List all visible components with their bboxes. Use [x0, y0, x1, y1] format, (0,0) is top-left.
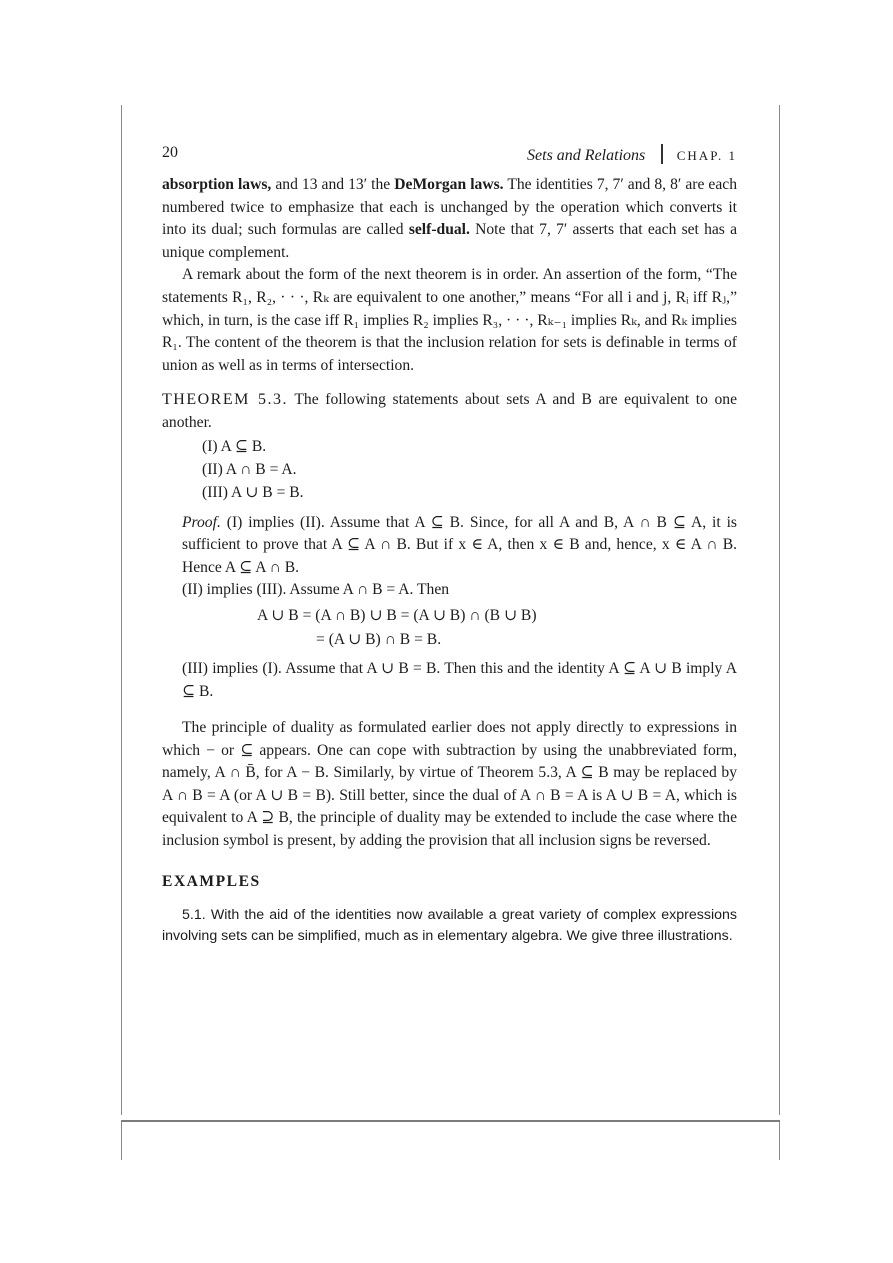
- page-border-left-lower: [121, 1122, 122, 1160]
- term-absorption-laws: absorption laws,: [162, 176, 272, 193]
- example-5-1: 5.1. With the aid of the identities now available a great variety of complex expressions involving sets can be simplified, much as in elementary algebra. We give three illustrations.: [162, 906, 737, 945]
- paragraph-text: Note that 7, 7′ asserts that each set has a unique complement.: [162, 221, 737, 261]
- theorem-label: THEOREM 5.3.: [162, 391, 289, 409]
- chapter-label: CHAP. 1: [676, 148, 737, 163]
- paragraph-remark: A remark about the form of the next theorem is in order. An assertion of the form, “The statements R₁, R₂, · · ·, Rₖ are equivalent to one another,” means “For all i and j, Rᵢ iff Rⱼ,” which, in turn, is the case iff R₁ implies R₂ implies R₃, · · ·, Rₖ₋₁ implies Rₖ, and Rₖ implies R₁. The content of the theorem is that the inclusion relation for sets is definable in terms of union as well as in terms of intersection.: [162, 266, 737, 374]
- running-head-right: [527, 144, 737, 165]
- examples-heading: EXAMPLES: [162, 872, 261, 890]
- paragraph-identities: [162, 174, 737, 264]
- paragraph-text: and 13 and 13′ the: [271, 176, 395, 193]
- display-equation-1: A ∪ B = (A ∩ B) ∪ B = (A ∪ B) ∩ (B ∪ B): [257, 606, 537, 624]
- paragraph-text: The identities 7, 7′ and 8, 8′ are each numbered twice to emphasize that each is unchanged by the operation which converts it into its dual; such formulas are called: [162, 176, 737, 239]
- page-bottom-rule: [121, 1120, 780, 1122]
- proof-part-2: (II) implies (III). Assume A ∩ B = A. Then: [182, 581, 450, 599]
- proof-label: Proof.: [182, 513, 221, 531]
- page-border-right: [779, 105, 780, 1115]
- page-body: [162, 144, 737, 948]
- display-equation-2: = (A ∪ B) ∩ B = B.: [316, 630, 442, 648]
- proof-part-3: (III) implies (I). Assume that A ∪ B = B. Then this and the identity A ⊆ A ∪ B imply A ⊆ B.: [182, 659, 737, 700]
- running-header: [162, 144, 737, 174]
- running-title: Sets and Relations: [527, 147, 646, 164]
- header-divider: [661, 144, 663, 164]
- term-self-dual: self-dual.: [408, 221, 470, 239]
- theorem-item: (III) A ∪ B = B.: [202, 483, 304, 501]
- proof-text: (I) implies (II). Assume that A ⊆ B. Since, for all A and B, A ∩ B ⊆ A, it is sufficient to prove that A ⊆ A ∩ B. But if x ∈ A, then x ∈ B and, hence, x ∈ A ∩ B. Hence A ⊆ A ∩ B.: [182, 513, 737, 576]
- theorem-statement: The following statements about sets A and B are equivalent to one another.: [162, 391, 737, 431]
- page-border-right-lower: [779, 1122, 780, 1160]
- term-demorgan-laws: DeMorgan laws.: [394, 176, 504, 193]
- page-number: 20: [162, 144, 178, 161]
- theorem-heading: [162, 389, 737, 434]
- paragraph-duality: The principle of duality as formulated earlier does not apply directly to expressions in which − or ⊆ appears. One can cope with subtraction by using the unabbreviated form, namely, A ∩ B̄, for A − B. Similarly, by virtue of Theorem 5.3, A ⊆ B may be replaced by A ∩ B = A (or A ∪ B = B). Still better, since the dual of A ∩ B = A is A ∪ B = A, which is equivalent to A ⊇ B, the principle of duality may be extended to include the case where the inclusion symbol is present, by adding the provision that all inclusion signs be reversed.: [162, 719, 737, 850]
- proof-part-1: [162, 512, 737, 580]
- theorem-item: (II) A ∩ B = A.: [202, 460, 297, 478]
- theorem-item: (I) A ⊆ B.: [202, 437, 267, 455]
- page-border-left: [121, 105, 122, 1115]
